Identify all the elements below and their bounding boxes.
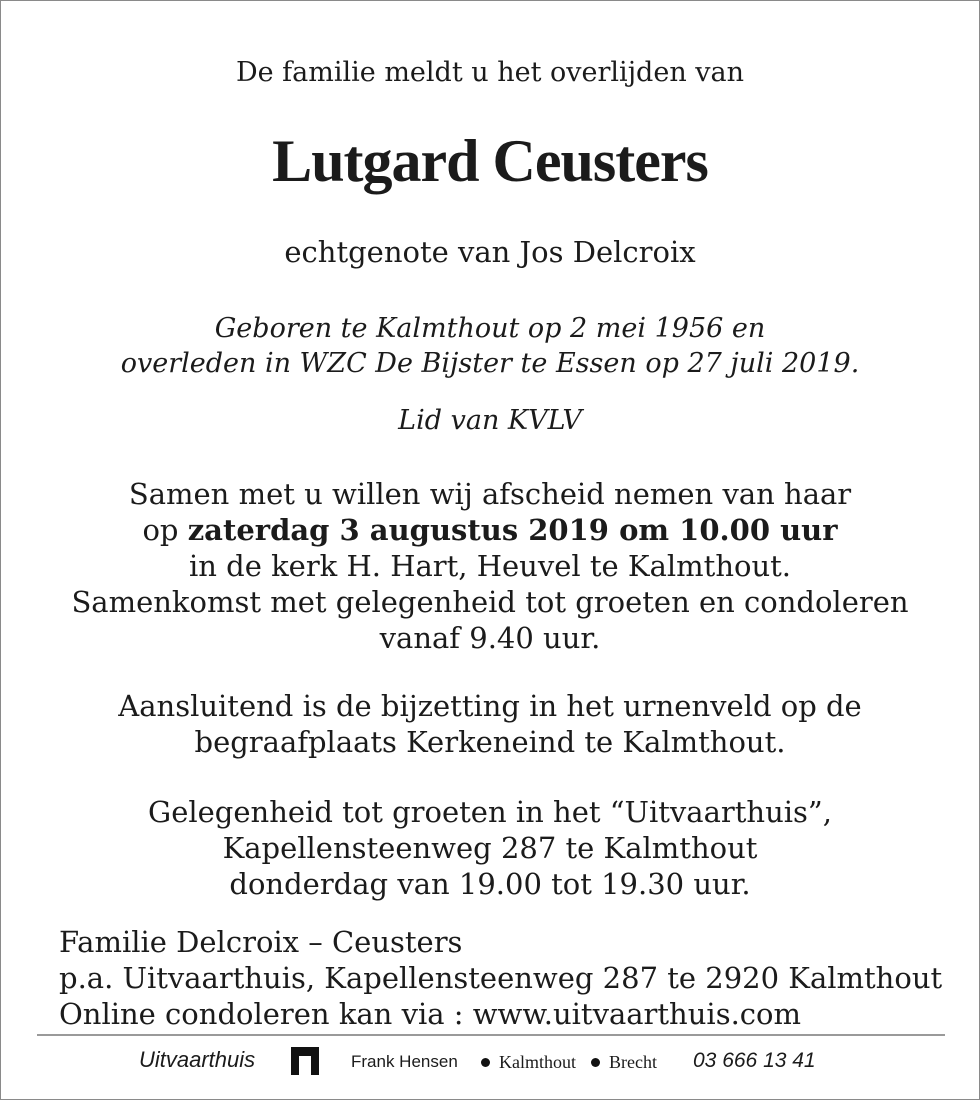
burial-line-2: begraafplaats Kerkeneind te Kalmthout. — [194, 725, 786, 759]
death-line: overleden in WZC De Bijster te Essen op 27 juli 2019. — [120, 348, 860, 379]
bullet-icon — [481, 1058, 490, 1067]
online-condolence: Online condoleren kan via : www.uitvaarthuis.com — [59, 997, 801, 1031]
service-line-3: in de kerk H. Hart, Heuvel te Kalmthout. — [188, 549, 792, 583]
phone-number: 03 666 13 41 — [693, 1049, 816, 1072]
family-address: p.a. Uitvaarthuis, Kapellensteenweg 287 te 2920 Kalmthout — [59, 961, 943, 995]
burial-line-1: Aansluitend is de bijzetting in het urnenveld op de — [118, 689, 862, 723]
bullet-icon — [591, 1058, 600, 1067]
birth-line: Geboren te Kalmthout op 2 mei 1956 en — [214, 313, 766, 344]
service-line-1: Samen met u willen wij afscheid nemen van haar — [128, 477, 852, 511]
service-line-2 — [1, 513, 979, 547]
intro-text: De familie meldt u het overlijden van — [235, 57, 745, 88]
visitation-line-2: Kapellensteenweg 287 te Kalmthout — [222, 831, 758, 865]
visitation-line-3: donderdag van 19.00 tot 19.30 uur. — [229, 867, 751, 901]
family-line-1: Familie Delcroix – Ceusters — [59, 925, 463, 959]
uitvaarthuis-logo-icon — [291, 1047, 319, 1075]
service-date: zaterdag 3 augustus 2019 om 10.00 uur — [187, 513, 838, 547]
location-kalmthout: Kalmthout — [499, 1052, 576, 1072]
visitation-line-1: Gelegenheid tot groeten in het “Uitvaarthuis”, — [148, 795, 832, 829]
service-date-prefix: op — [142, 513, 188, 547]
funeral-director-name: Frank Hensen — [351, 1052, 458, 1071]
membership-line: Lid van KVLV — [398, 405, 582, 436]
location-brecht: Brecht — [609, 1052, 657, 1072]
footer — [1, 1043, 979, 1083]
service-line-5: vanaf 9.40 uur. — [379, 621, 601, 655]
divider — [37, 1034, 945, 1036]
deceased-name: Lutgard Ceusters — [272, 128, 708, 194]
funeral-home-brand: Uitvaarthuis — [139, 1047, 256, 1072]
service-line-4: Samenkomst met gelegenheid tot groeten en condoleren — [71, 585, 909, 619]
spouse-line: echtgenote van Jos Delcroix — [284, 235, 696, 269]
